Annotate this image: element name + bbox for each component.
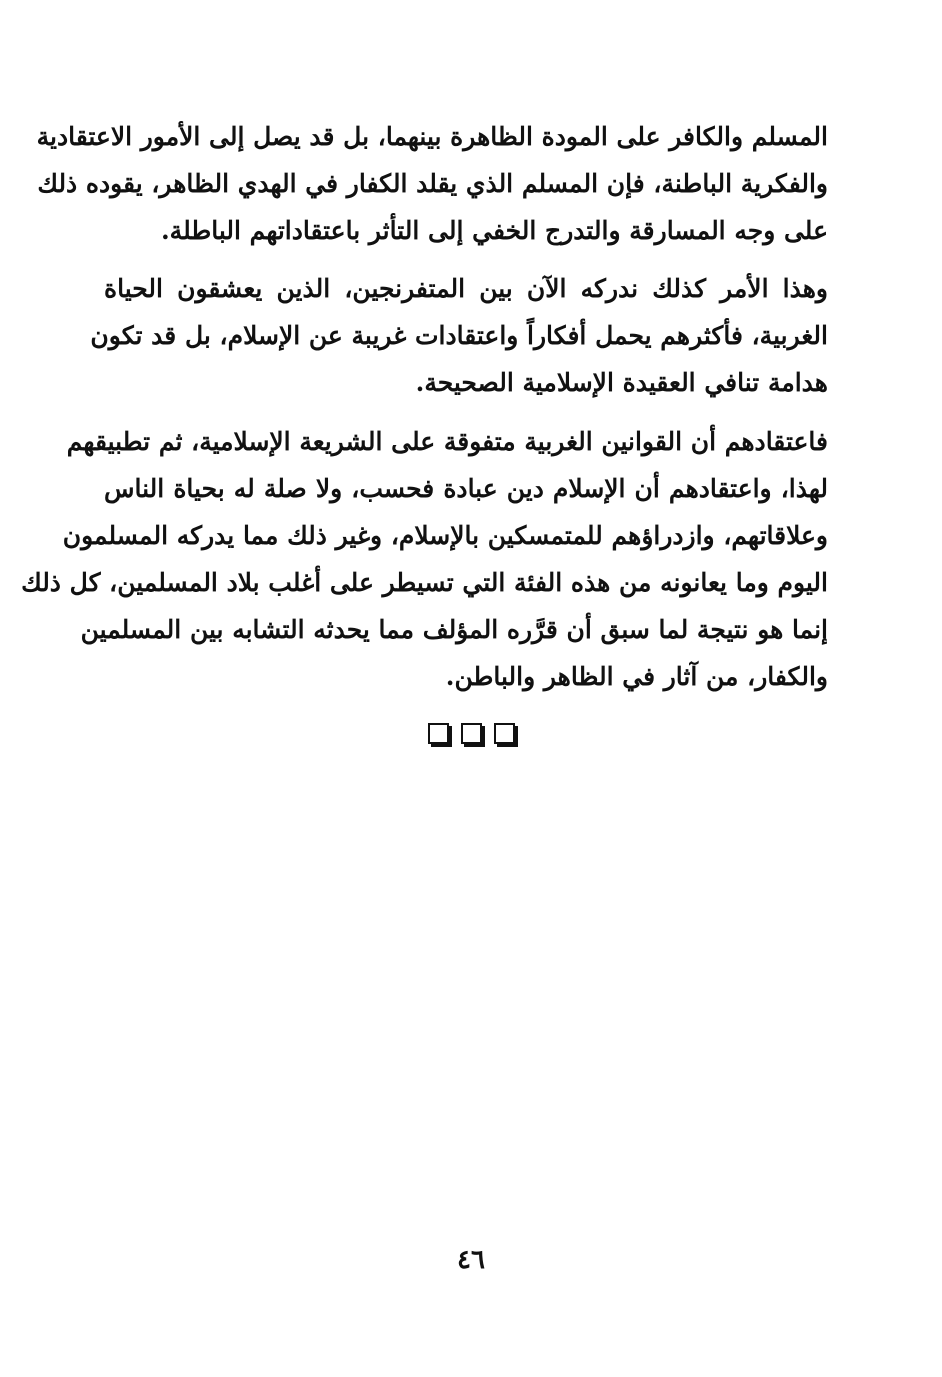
section-separator: [0, 723, 942, 744]
square-box-icon: [461, 723, 482, 744]
paragraph-line: على وجه المسارقة والتدرج الخفي إلى التأثر باعتقاداتهم الباطلة.: [160, 216, 828, 245]
paragraph-line: وعلاقاتهم، وازدراؤهم للمتمسكين بالإسلام، وغير ذلك مما يدركه المسلمون: [62, 521, 828, 550]
square-box-icon: [494, 723, 515, 744]
paragraph-line: الغربية، فأكثرهم يحمل أفكاراً واعتقادات غريبة عن الإسلام، بل قد تكون: [90, 321, 828, 350]
paragraph-line: والكفار، من آثار في الظاهر والباطن.: [445, 662, 828, 691]
paragraph-line: فاعتقادهم أن القوانين الغربية متفوقة على الشريعة الإسلامية، ثم تطبيقهم: [66, 427, 828, 456]
paragraph-2: [90, 265, 828, 406]
paragraph-line: إنما هو نتيجة لما سبق أن قرَّره المؤلف مما يحدثه التشابه بين المسلمين: [80, 615, 828, 644]
paragraph-line: هدامة تنافي العقيدة الإسلامية الصحيحة.: [415, 368, 828, 397]
paragraph-line: لهذا، واعتقادهم أن الإسلام دين عبادة فحسب، ولا صلة له بحياة الناس: [104, 474, 828, 503]
paragraph-line: المسلم والكافر على المودة الظاهرة بينهما، بل قد يصل إلى الأمور الاعتقادية: [36, 122, 828, 151]
page-number: ٤٦: [457, 1245, 485, 1275]
paragraph-line: وهذا الأمر كذلك ندركه الآن بين المتفرنجين، الذين يعشقون الحياة: [104, 274, 828, 303]
paragraph-1: [36, 113, 828, 254]
paragraph-3: [21, 418, 828, 700]
paragraph-line: اليوم وما يعانونه من هذه الفئة التي تسيطر على أغلب بلاد المسلمين، كل ذلك: [21, 568, 828, 597]
square-box-icon: [428, 723, 449, 744]
paragraph-line: والفكرية الباطنة، فإن المسلم الذي يقلد الكفار في الهدي الظاهر، يقوده ذلك: [37, 169, 828, 198]
